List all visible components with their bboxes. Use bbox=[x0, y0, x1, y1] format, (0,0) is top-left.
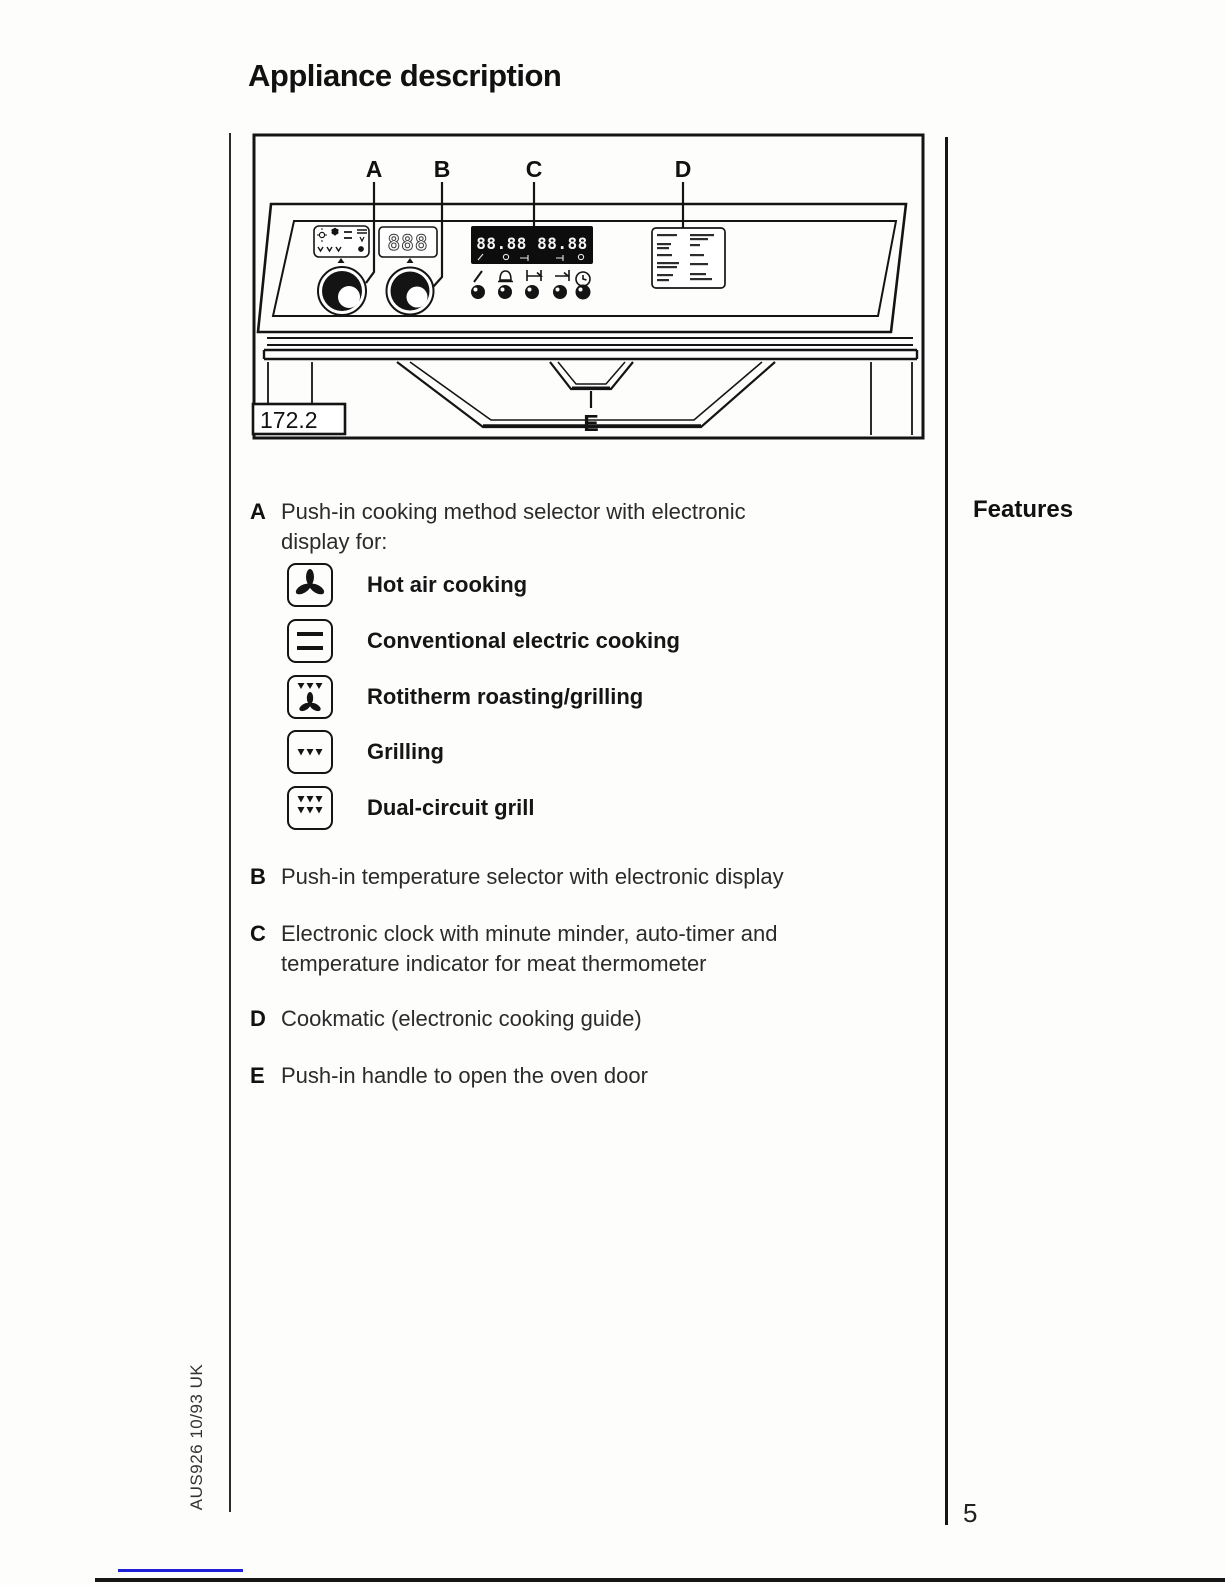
item-text: Push-in temperature selector with electronic display bbox=[281, 864, 784, 889]
callout-e: E bbox=[583, 410, 599, 436]
panel-trim-bands bbox=[264, 338, 917, 359]
figure-ref: 172.2 bbox=[260, 407, 318, 433]
appliance-diagram-svg bbox=[250, 131, 928, 443]
mode-row bbox=[287, 619, 680, 663]
callout-a: A bbox=[365, 156, 383, 182]
page-bottom-rule bbox=[95, 1578, 1225, 1582]
item-letter: A bbox=[250, 499, 266, 524]
figure-ref-box bbox=[253, 404, 345, 434]
blue-underline-mark bbox=[118, 1569, 243, 1572]
page-title: Appliance description bbox=[248, 58, 562, 93]
method-display bbox=[314, 226, 369, 257]
callout-b: B bbox=[433, 156, 451, 182]
edition-code: AUS926 10/93 UK bbox=[187, 1363, 206, 1511]
control-knob-b bbox=[387, 268, 434, 315]
page-number: 5 bbox=[963, 1498, 978, 1528]
fold-line bbox=[229, 133, 231, 1512]
item-letter: B bbox=[250, 864, 266, 889]
conventional-icon bbox=[287, 619, 333, 663]
mode-label: Hot air cooking bbox=[367, 572, 528, 597]
item-b bbox=[250, 862, 784, 892]
features-heading: Features bbox=[973, 496, 1074, 523]
control-panel-outline bbox=[258, 204, 906, 332]
item-c bbox=[250, 919, 777, 979]
mode-label: Conventional electric cooking bbox=[367, 628, 680, 653]
hot-air-icon bbox=[287, 563, 333, 607]
column-divider-line bbox=[945, 137, 948, 1525]
item-letter: C bbox=[250, 921, 266, 946]
item-letter: E bbox=[250, 1063, 265, 1088]
mode-row bbox=[287, 730, 444, 774]
item-d bbox=[250, 1004, 642, 1034]
mode-label: Grilling bbox=[367, 739, 444, 764]
temperature-display bbox=[379, 227, 437, 257]
rotitherm-icon bbox=[287, 675, 333, 719]
grill-icon bbox=[287, 730, 333, 774]
appliance-diagram bbox=[250, 131, 928, 448]
callout-d: D bbox=[674, 156, 692, 182]
svg-text:88.88 88.88: 88.88 88.88 bbox=[476, 234, 588, 253]
cookmatic-label-panel bbox=[652, 228, 725, 288]
svg-text:888: 888 bbox=[387, 231, 429, 255]
item-text: Push-in handle to open the oven door bbox=[281, 1063, 648, 1088]
callout-c: C bbox=[525, 156, 543, 182]
item-letter: D bbox=[250, 1006, 266, 1031]
item-text: Push-in cooking method selector with electronic display for: bbox=[281, 499, 746, 554]
mode-row bbox=[287, 675, 643, 719]
knob-pointer-marks bbox=[338, 258, 414, 263]
item-a bbox=[250, 497, 746, 557]
mode-row bbox=[287, 563, 527, 607]
dual-grill-icon bbox=[287, 786, 333, 830]
mode-label: Dual-circuit grill bbox=[367, 795, 535, 820]
clock-function-icons bbox=[474, 270, 590, 286]
mode-row bbox=[287, 786, 534, 830]
item-text: Cookmatic (electronic cooking guide) bbox=[281, 1006, 642, 1031]
mode-label: Rotitherm roasting/grilling bbox=[367, 684, 644, 709]
door-handle bbox=[550, 362, 633, 389]
clock-buttons bbox=[471, 285, 591, 300]
control-knob-a bbox=[318, 267, 366, 315]
item-text: Electronic clock with minute minder, auto-timer and temperature indicator for meat thermometer bbox=[281, 921, 778, 976]
clock-display bbox=[471, 226, 593, 264]
item-e bbox=[250, 1061, 648, 1091]
